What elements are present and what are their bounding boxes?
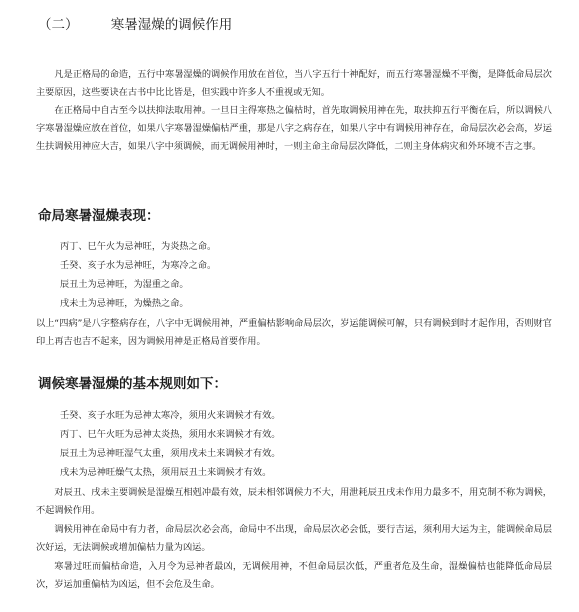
list-item: 丙丁、巳午火为忌神旺，为炎热之命。: [60, 241, 217, 252]
list-item: 壬癸、亥子水旺为忌神太寒冷，须用火来调候才有效。: [60, 410, 281, 421]
intro-paragraph-1: 凡是正格局的命造，五行中寒暑湿燥的调候作用放在首位，当八字五行十神配好，而五行寒暑湿燥不平衡，是降低命局层次主要原因，这些要诀在古书中比比皆是，但实践中许多人不重视或无知。: [36, 69, 552, 99]
rule-paragraph-strength: 调候用神在命局中有力者，命局层次必会高，命局中不出现，命局层次必会低，要行吉运，须利用大运为主，能调候命局层次好运，无法调候或增加偏枯力量为凶运。: [36, 524, 552, 554]
section-heading: [38, 13, 232, 33]
section-title: 寒暑湿燥的调候作用: [110, 17, 233, 33]
section-number: （二）: [38, 17, 79, 33]
list-item: 辰丑土为忌神旺湿气太重，须用戌未土来调候才有效。: [60, 448, 281, 459]
list-item: 辰丑土为忌神旺，为湿重之命。: [60, 279, 189, 290]
list-item: 壬癸、亥子水为忌神旺，为寒冷之命。: [60, 260, 217, 271]
four-diseases-note: 以上“四病”是八字整病存在，八字中无调候用神，严重偏枯影响命局层次，岁运能调候可解，只有调候到时才起作用，否则财官印上再吉也吉不起来，因为调候用神是正格局首要作用。: [36, 318, 552, 348]
rule-paragraph-extremes: 寒暑过旺而偏枯命造，入月令为忌神者最凶，无调候用神，不但命局层次低，严重者危及生命，湿燥偏枯也能降低命局层次，岁运加重偏枯为凶运，但不会危及生命。: [36, 561, 552, 591]
subsection-title-rules: 调候寒暑湿燥的基本规则如下：: [38, 376, 227, 392]
list-item: 戌未土为忌神旺，为燥热之命。: [60, 298, 189, 309]
intro-paragraph-2: 在正格局中自古至今以扶抑法取用神。一旦日主得寒热之偏枯时，首先取调候用神在先，取扶抑五行平衡在后，所以调候八字寒暑湿燥应放在首位，如果八字寒暑湿燥偏枯严重，那是八字之病存在，如果八字中有调候用神存在，命局层次必会高，岁运生扶调候用神应大吉，如果八字中须调候，而无调候用神时，一则主命主命局层次降低，二则主身体病灾和外环境不吉之事。: [36, 105, 552, 153]
list-item: 丙丁、巳午火旺为忌神太炎热，须用水来调候才有效。: [60, 429, 281, 440]
subsection-title-manifestations: 命局寒暑湿燥表现：: [38, 208, 160, 224]
list-item: 戌未为忌神旺燥气太热，须用辰丑土来调候才有效。: [60, 467, 272, 478]
rule-paragraph-earth: 对辰丑、戌未主要调候是湿燥互相剋冲最有效，辰未相邻调候力不大，用泄耗辰丑戌未作用力最多不，用克制不称为调候，不起调候作用。: [36, 487, 552, 517]
